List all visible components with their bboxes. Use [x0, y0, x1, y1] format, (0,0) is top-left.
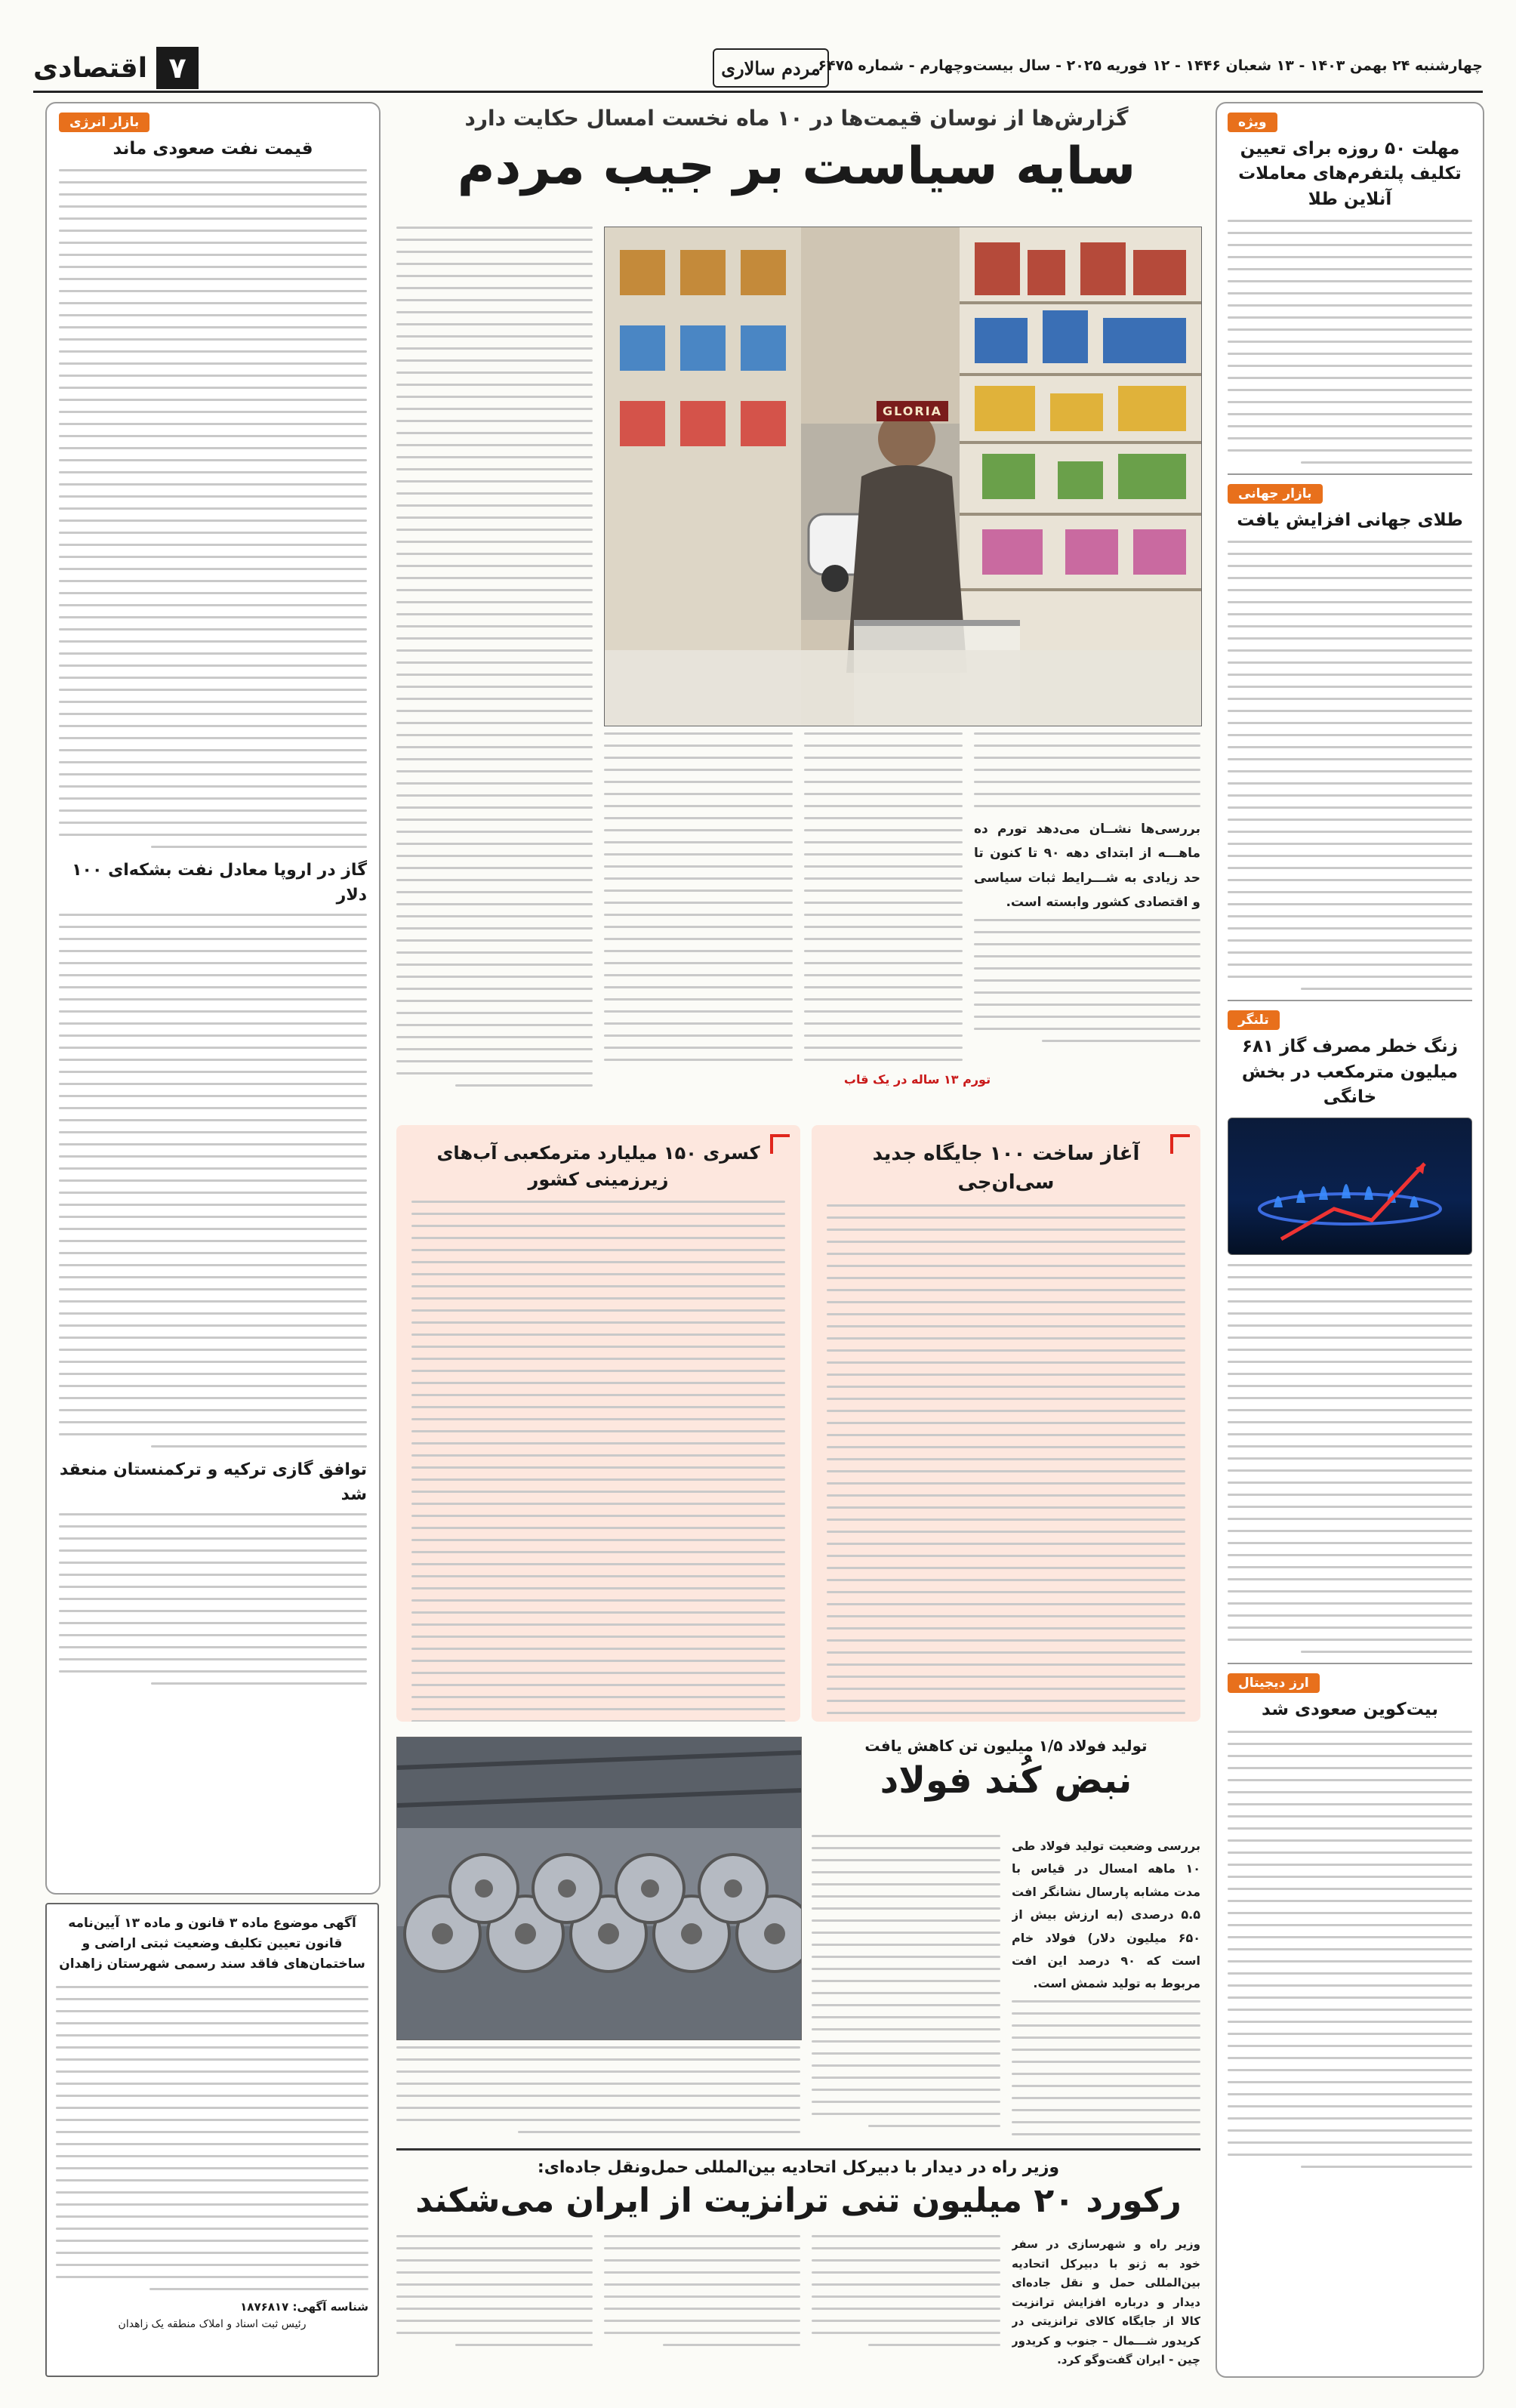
transit-body-col-2 [812, 2235, 1000, 2371]
oil-price-title: قیمت نفت صعودی ماند [112, 139, 313, 159]
main-lead: بررسی‌ها نشــان می‌دهد تورم ده ماهـــه از ابتدای دهه ۹۰ تا کنون تا حد زیادی به شـــرایط ثبات سیاسی و اقتصادی کشور وابسته است. [974, 822, 1200, 910]
main-body-col-1 [974, 732, 1200, 1065]
dateline: چهارشنبه ۲۴ بهمن ۱۴۰۳ - ۱۳ شعبان ۱۴۴۶ - ۱۲ فوریه ۲۰۲۵ - سال بیست‌وچهارم - شماره ۶۴۷۵ [818, 57, 1483, 74]
gas-consumption-body [1228, 1264, 1472, 1653]
shop-photo [604, 227, 1202, 726]
red-corner-icon [770, 1134, 790, 1154]
europe-gas-body [59, 914, 367, 1448]
turkey-gas-body [59, 1513, 367, 1685]
gas-flame-photo [1228, 1118, 1472, 1255]
groundwater-title: کسری ۱۵۰ میلیارد مترمکعبی آب‌های زیرزمینی کشور [436, 1142, 760, 1190]
main-headline: سایه سیاست بر جیب مردم [457, 137, 1136, 196]
global-gold-title: طلای جهانی افزایش یافت [1237, 510, 1463, 531]
oil-price-body [59, 169, 367, 848]
transit-body-col-1 [1012, 2235, 1200, 2371]
transit-headline: رکورد ۲۰ میلیون تنی ترانزیت از ایران می‌شکند [415, 2181, 1182, 2220]
transit-story-head [396, 2148, 1200, 2234]
legal-notice-body [56, 1986, 368, 2290]
steel-supertitle: تولید فولاد ۱/۵ میلیون تن کاهش یافت [864, 1737, 1148, 1755]
transit-supertitle: وزیر راه در دیدار با دبیرکل اتحادیه بین‌المللی حمل‌ونقل جاده‌ای: [537, 2158, 1060, 2177]
kicker-special: ویژه [1228, 113, 1277, 132]
main-story-head [396, 106, 1197, 196]
left-column [45, 102, 381, 1895]
red-corner-icon [1170, 1134, 1190, 1154]
europe-gas-subhead: گاز در اروپا معادل نفت بشکه‌ای ۱۰۰ دلار [72, 861, 367, 905]
kicker-warning: تلنگر [1228, 1010, 1280, 1030]
steel-story-head [812, 1737, 1200, 1827]
kicker-crypto: ارز دیجیتال [1228, 1673, 1320, 1693]
steel-coils-icon [397, 1737, 801, 2040]
legal-notice-signer: رئیس ثبت اسناد و املاک منطقه یک زاهدان [118, 2317, 307, 2330]
main-body-col-3 [604, 732, 793, 1065]
groundwater-box [396, 1125, 800, 1722]
kicker-energy-market: بازار انرژی [59, 113, 149, 132]
steel-body-col-2 [812, 1835, 1000, 2144]
section-label [33, 47, 199, 89]
steel-headline: نبض کُند فولاد [880, 1759, 1132, 1802]
page-number: ۷ [156, 47, 199, 89]
main-body-col-2 [804, 732, 963, 1065]
legal-notice-footer [56, 2300, 368, 2314]
gas-flame-icon [1228, 1118, 1471, 1254]
legal-notice-title: آگهی موضوع ماده ۳ قانون و ماده ۱۳ آیین‌نامه قانون تعیین تکلیف وضعیت ثبتی اراضی و ساختمان‌های فاقد سند رسمی شهرستان زاهدان [59, 1916, 365, 1972]
gas-consumption-title: زنگ خطر مصرف گاز ۶۸۱ میلیون مترمکعب در بخش خانگی [1241, 1037, 1459, 1108]
steel-coils-photo [396, 1737, 802, 2040]
steel-lead: بررسی وضعیت تولید فولاد طی ۱۰ ماهه امسال در قیاس با مدت مشابه پارسال نشانگر افت ۵.۵ درصدی (به ارزش بیش از ۶۵۰ میلیون دلار) فولاد خام است که ۹۰ درصد این افت مربوط به تولید شمش است. [1012, 1839, 1200, 1991]
transit-lead: وزیر راه و شهرسازی در سفر خود به ژنو با دبیرکل اتحادیه بین‌المللی حمل و نقل جاده‌ای دیدار و درباره افزایش ترانزیت کالا از جایگاه کالای ترانزیتی در کریدور شـــمال – جنوب و کریدور چین - ایران گفت‌وگو کرد. [1012, 2237, 1200, 2366]
bitcoin-title: بیت‌کوین صعودی شد [1262, 1700, 1438, 1720]
turkey-gas-subhead: توافق گازی ترکیه و ترکمنستان منعقد شد [59, 1460, 367, 1505]
gold-platforms-body [1228, 220, 1472, 464]
transit-body-col-4 [396, 2235, 593, 2371]
gold-platforms-title: مهلت ۵۰ روزه برای تعیین تکلیف پلتفرم‌های معاملات آنلاین طلا [1238, 139, 1462, 209]
global-gold-body [1228, 541, 1472, 990]
legal-notice-ad [45, 1903, 379, 2377]
main-supertitle: گزارش‌ها از نوسان قیمت‌ها در ۱۰ ماه نخست امسال حکایت دارد [464, 106, 1129, 131]
masthead [33, 44, 1483, 93]
kicker-global-market: بازار جهانی [1228, 484, 1323, 504]
steel-body-col-3 [396, 2046, 800, 2144]
shop-sign: GLORIA [877, 401, 948, 421]
shop-scene-icon [605, 227, 1201, 726]
steel-body-col-1 [1012, 1835, 1200, 2144]
cng-stations-box [812, 1125, 1200, 1722]
bitcoin-body [1228, 1731, 1472, 2168]
legal-notice-id: شناسه آگهی: ۱۸۷۶۸۱۷ [240, 2299, 368, 2314]
photo-caption: تورم ۱۳ ساله در یک قاب [843, 1072, 991, 1087]
main-body-col-4 [396, 227, 593, 1095]
transit-body-col-3 [604, 2235, 800, 2371]
cng-stations-title: آغاز ساخت ۱۰۰ جایگاه جدید سی‌ان‌جی [872, 1142, 1140, 1194]
right-column [1216, 102, 1484, 2378]
newspaper-logo: مردم سالاری [713, 48, 829, 88]
section-name: اقتصادی [33, 52, 148, 84]
